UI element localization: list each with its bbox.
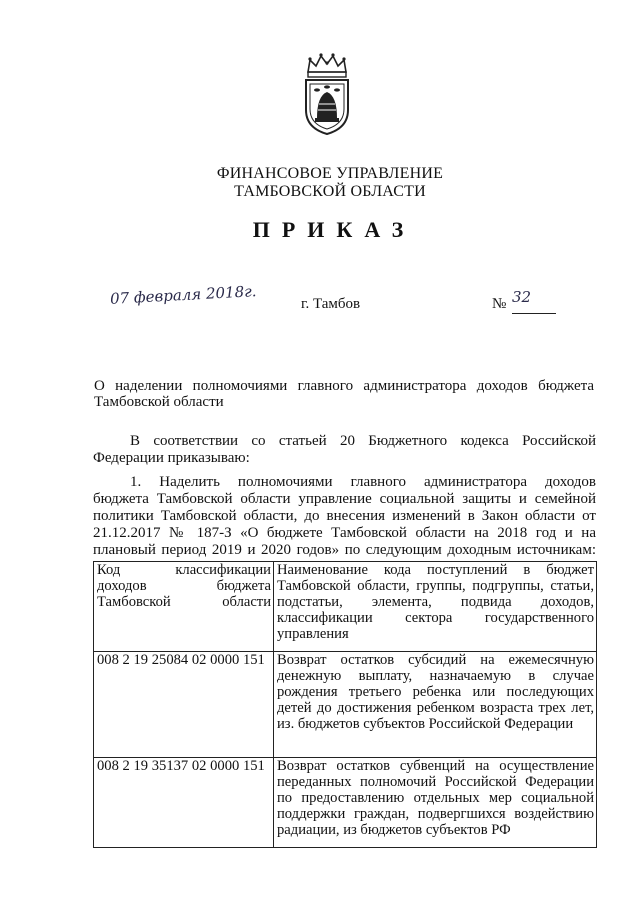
body-line-6: 21.12.2017 № 187-З «О бюджете Тамбовской области на 2018 год и на — [93, 525, 596, 541]
row-name-cell: Возврат остатков субсидий на ежемесячную денежную выплату, назначаемую в случае рождения третьего ребенка или последующих детей до достижения ребенком возраста трех лет, из. бюджетов субъектов Российской Федерации — [274, 652, 597, 758]
row-name-cell: Возврат остатков субвенций на осуществление переданных полномочий Российской Федерации по предоставлению отдельных мер социальной поддержки граждан, подвергшихся воздействию радиации, из бюджетов субъектов РФ — [274, 758, 597, 848]
row-code-cell: 008 2 19 35137 02 0000 151 — [94, 758, 274, 848]
organization-name-line2: ТАМБОВСКОЙ ОБЛАСТИ — [234, 183, 426, 200]
body-line-4: бюджета Тамбовской области управление социальной защиты и семейной — [93, 491, 596, 507]
handwritten-date: 07 февраля 2018г. — [109, 282, 257, 308]
table-header-row — [94, 562, 597, 652]
body-line-2: Федерации приказываю: — [93, 450, 250, 466]
number-label: № — [492, 296, 507, 312]
handwritten-number: 32 — [512, 288, 532, 306]
table-row — [94, 758, 597, 848]
header-cell-name: Наименование кода поступлений в бюджет Тамбовской области, группы, подгруппы, статьи, подстатьи, элемента, подвида доходов, классификации сектора государственного управления — [274, 562, 597, 652]
table-row — [94, 652, 597, 758]
body-line-7: плановый период 2019 и 2020 годов» по следующим доходным источникам: — [93, 542, 596, 558]
body-line-3: 1. Наделить полномочиями главного администратора доходов — [130, 474, 596, 490]
body-line-1: В соответствии со статьей 20 Бюджетного кодекса Российской — [130, 433, 596, 449]
header-cell-code: Код классификации доходов бюджета Тамбовской области — [94, 562, 274, 652]
subject-line-2: Тамбовской области — [94, 394, 224, 410]
body-line-5: политики Тамбовской области, до внесения изменений в Закон области от — [93, 508, 596, 524]
coat-of-arms-icon — [300, 52, 354, 136]
coat-of-arms-emblem — [300, 52, 354, 136]
city-label: г. Тамбов — [301, 296, 361, 312]
income-sources-table — [93, 561, 597, 848]
row-code-cell: 008 2 19 25084 02 0000 151 — [94, 652, 274, 758]
number-underline — [512, 313, 556, 314]
document-type-title: ПРИКАЗ — [252, 217, 416, 242]
organization-name-line1: ФИНАНСОВОЕ УПРАВЛЕНИЕ — [216, 165, 444, 182]
subject-line-1: О наделении полномочиями главного администратора доходов бюджета — [94, 378, 594, 394]
